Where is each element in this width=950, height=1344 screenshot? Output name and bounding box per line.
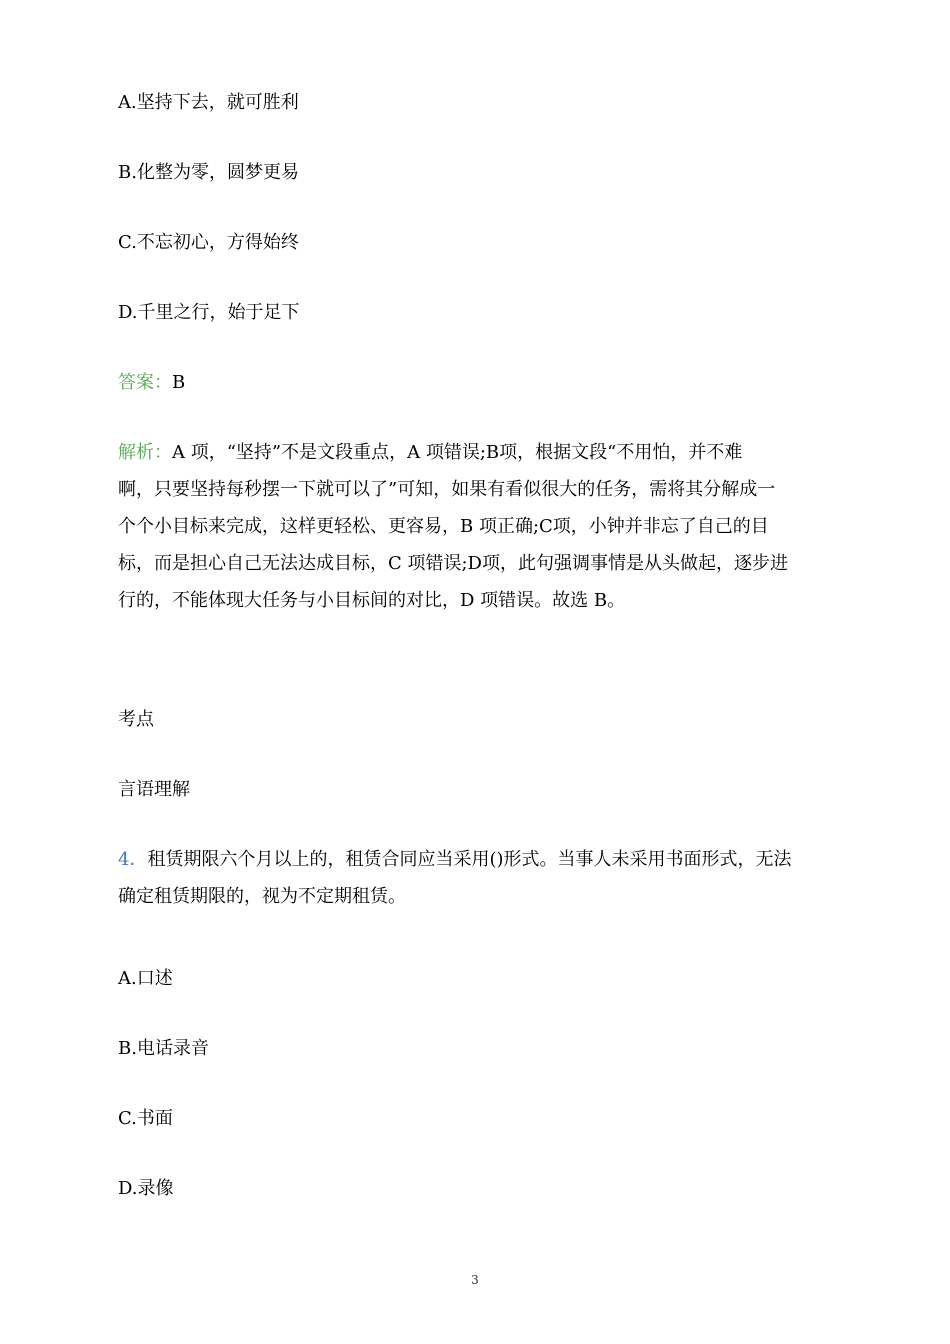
kaodian-label: 考点: [118, 709, 154, 730]
analysis-line: 个个小目标来完成，这样更轻松、更容易，B 项正确;C项，小钟并非忘了自己的目: [118, 516, 769, 537]
q3-answer: [118, 371, 185, 395]
answer-label: 答案：: [118, 372, 172, 393]
q3-option-b: B.化整为零，圆梦更易: [118, 162, 299, 183]
q4-option-b: B.电话录音: [118, 1038, 209, 1059]
q4-stem-line: 4．租赁期限六个月以上的，租赁合同应当采用()形式。当事人未采用书面形式，无法: [118, 849, 792, 870]
analysis-line: 解析：A 项，“坚持”不是文段重点，A 项错误;B项，根据文段“不用怕，并不难: [118, 442, 743, 463]
analysis-line: 行的，不能体现大任务与小目标间的对比，D 项错误。故选 B。: [118, 590, 626, 611]
q3-analysis: [118, 434, 833, 619]
q4-option-d: D.录像: [118, 1178, 174, 1199]
kaodian-value: 言语理解: [118, 779, 190, 800]
q4-stem-line: 确定租赁期限的，视为不定期租赁。: [118, 886, 406, 907]
q4-option-a: A.口述: [118, 968, 173, 989]
analysis-label: 解析：: [118, 442, 172, 463]
q3-option-c: C.不忘初心，方得始终: [118, 232, 299, 253]
analysis-line: 啊，只要坚持每秒摆一下就可以了”可知，如果有看似很大的任务，需将其分解成一: [118, 479, 776, 500]
q4-option-c: C.书面: [118, 1108, 173, 1129]
q3-option-a: A.坚持下去，就可胜利: [118, 92, 299, 113]
answer-value: B: [172, 372, 186, 393]
q4-number: 4．: [118, 849, 148, 870]
page-number: 3: [471, 1273, 479, 1287]
analysis-line: 标，而是担心自己无法达成目标，C 项错误;D项，此句强调事情是从头做起，逐步进: [118, 553, 788, 574]
q3-option-d: D.千里之行，始于足下: [118, 302, 300, 323]
q4-stem: [118, 841, 833, 915]
